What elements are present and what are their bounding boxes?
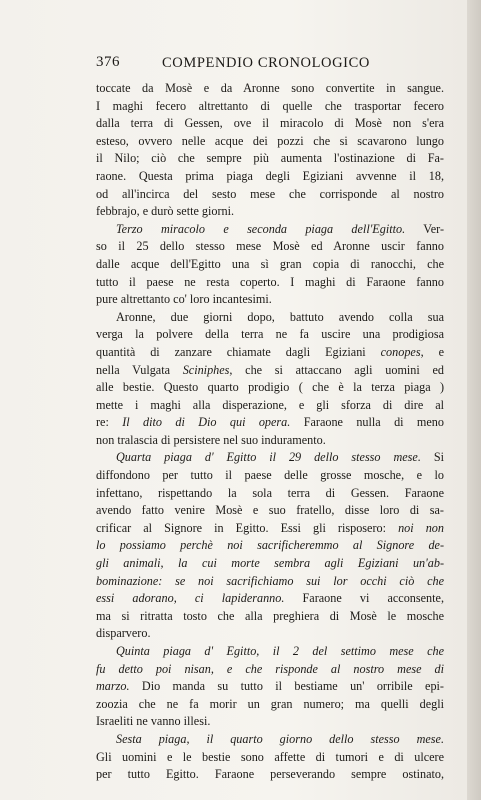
text-line: od all'incirca del sesto mese che corrisponde al nostro bbox=[96, 186, 444, 201]
text-line: il Nilo; ciò che sempre più aumenta l'ostinazione di Fa- bbox=[96, 151, 444, 166]
page-gutter-shadow bbox=[467, 0, 481, 800]
text-line: verga la polvere della terra ne fa uscire una prodigiosa bbox=[96, 327, 444, 342]
body-text bbox=[96, 80, 444, 784]
text-line: gli animali, la cui morte sembra agli Egiziani un'ab- bbox=[96, 556, 444, 571]
text-line: crificar al Signore in Egitto. Essi gli risposero: noi non bbox=[96, 520, 444, 535]
text-line: toccate da Mosè e da Aronne sono convertite in sangue. bbox=[96, 81, 444, 95]
text-line: re: Il dito di Dio qui opera. Faraone nulla di meno bbox=[96, 415, 444, 430]
running-head: COMPENDIO CRONOLOGICO bbox=[162, 55, 370, 71]
text-line: avendo fatto venire Mosè e suo fratello, disse loro di sa- bbox=[96, 503, 444, 518]
text-line: per tutto Egitto. Faraone perseverando sempre ostinato, bbox=[96, 767, 444, 782]
text-line: I maghi fecero altrettanto di quelle che trasportar fecero bbox=[96, 98, 444, 113]
text-line: disparvero. bbox=[96, 626, 151, 641]
text-line: nella Vulgata Sciniphes, che si attaccano agli uomini ed bbox=[96, 362, 444, 377]
text-line: infettano, rispettando la sola terra di Gessen. Faraone bbox=[96, 485, 444, 500]
text-line: raone. Questa prima piaga degli Egiziani avvenne il 18, bbox=[96, 168, 444, 183]
text-line: zoozia che ne fa morir un gran numero; ma quelli degli bbox=[96, 696, 444, 711]
text-line: dalla terra di Gessen, ove il miracolo di Mosè non s'era bbox=[96, 116, 444, 131]
text-line: bominazione: se noi sacrifichiamo sui lor occhi ciò che bbox=[96, 573, 444, 588]
page-header bbox=[96, 54, 444, 76]
text-line: Gli uomini e le bestie sono affette di tumori e di ulcere bbox=[96, 749, 444, 764]
text-line: Quinta piaga d' Egitto, il 2 del settimo mese che bbox=[116, 644, 444, 658]
text-line: Aronne, due giorni dopo, battuto avendo colla sua bbox=[116, 309, 444, 324]
text-line: Terzo miracolo e seconda piaga dell'Egitto. Ver- bbox=[116, 221, 445, 236]
text-line: fu detto poi nisan, e che risponde al nostro mese di bbox=[96, 661, 444, 676]
text-line: esteso, ovvero nelle acque dei pozzi che si scavarono lungo bbox=[96, 133, 444, 148]
text-line: febbrajo, e durò sette giorni. bbox=[96, 204, 235, 219]
text-line: ma si ritratta tosto che alla preghiera di Mosè le mosche bbox=[96, 608, 444, 623]
text-line: alle bestie. Questo quarto prodigio ( che è la terza piaga ) bbox=[96, 380, 444, 395]
text-line: Quarta piaga d' Egitto il 29 dello stesso mese. Si bbox=[116, 450, 444, 465]
text-line: non tralascia di persistere nel suo induramento. bbox=[96, 432, 326, 447]
text-line: marzo. Dio manda su tutto il bestiame un' orribile epi- bbox=[96, 679, 444, 694]
text-line: pure altrettanto co' loro incantesimi. bbox=[96, 292, 272, 307]
text-line: Sesta piaga, il quarto giorno dello stesso mese. bbox=[116, 731, 444, 746]
text-line: tutto il paese ne resta coperto. I maghi di Faraone fanno bbox=[96, 274, 444, 289]
text-line: Israeliti ne vanno illesi. bbox=[96, 714, 211, 729]
text-line: lo possiamo perchè noi sacrificheremmo al Signore de- bbox=[96, 538, 444, 553]
text-line: mette i maghi alla disperazione, e gli sforza di dire al bbox=[96, 397, 444, 412]
text-line: so il 25 dello stesso mese Mosè ed Aronne uscir fanno bbox=[96, 239, 444, 254]
text-line: essi adorano, ci lapideranno. Faraone vi acconsente, bbox=[96, 591, 444, 606]
text-line: quantità di zanzare chiamate dagli Egiziani conopes, e bbox=[96, 344, 444, 359]
text-line: dalle acque dell'Egitto una sì gran copia di ranocchi, che bbox=[96, 256, 444, 271]
text-line: diffondono per tutto il paese delle grosse mosche, e lo bbox=[96, 468, 444, 483]
page-number: 376 bbox=[96, 54, 120, 70]
